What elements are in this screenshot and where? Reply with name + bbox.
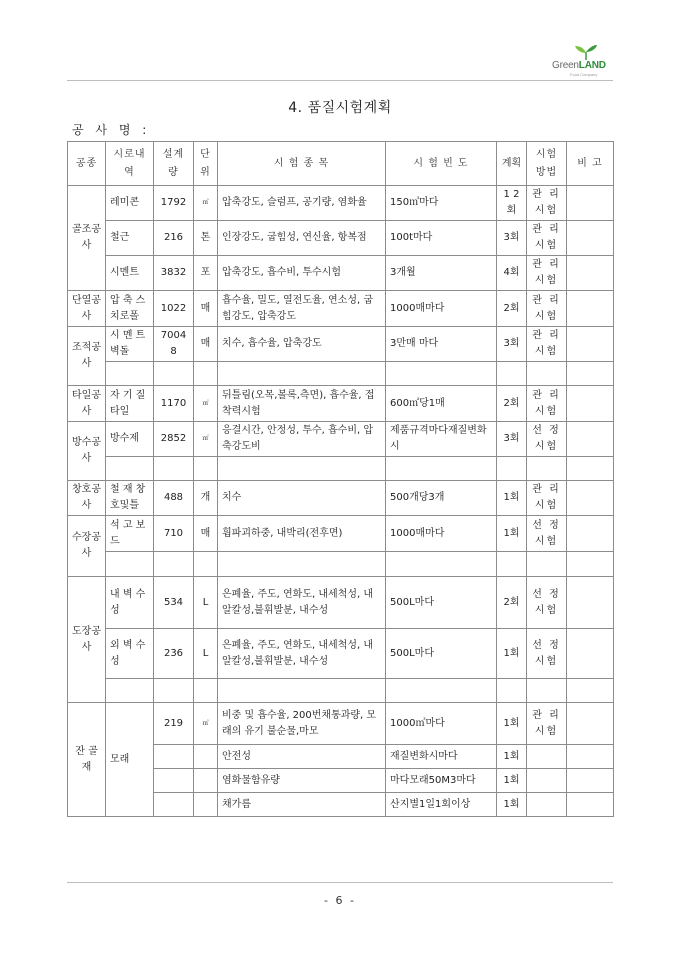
method-cell: 선 정 시험 (527, 516, 567, 552)
logo-subtitle: Food Company (570, 72, 598, 77)
header-material: 시로내역 (106, 142, 154, 186)
header-type: 공종 (68, 142, 106, 186)
table-row-empty (68, 552, 614, 577)
quantity-cell: 1022 (154, 291, 194, 327)
material-cell: 자 기 질 타일 (106, 386, 154, 422)
table-row-empty (68, 679, 614, 703)
frequency-cell: 500L마다 (386, 577, 497, 629)
table-row (68, 703, 614, 745)
table-row (68, 516, 614, 552)
count-cell: 1 2 회 (497, 186, 527, 221)
method-cell: 선 정 시험 (527, 629, 567, 679)
quantity-cell: 488 (154, 481, 194, 516)
count-cell: 3회 (497, 221, 527, 256)
header-divider (67, 80, 613, 81)
table-row (68, 577, 614, 629)
header-count: 계획 (497, 142, 527, 186)
frequency-cell: 150㎥마다 (386, 186, 497, 221)
items-cell: 압축강도, 슬럼프, 공기량, 염화율 (218, 186, 386, 221)
group-label: 골조공사 (68, 186, 106, 291)
unit-cell: ㎡ (194, 386, 218, 422)
table-row (68, 291, 614, 327)
quality-test-table (67, 141, 614, 817)
count-cell: 1회 (497, 769, 527, 793)
frequency-cell: 3만매 마다 (386, 327, 497, 362)
frequency-cell: 100t마다 (386, 221, 497, 256)
items-cell: 비중 및 흡수율, 200번채통과량, 모래의 유기 불순물,마모 (218, 703, 386, 745)
group-label: 수장공사 (68, 516, 106, 577)
note-cell (567, 186, 614, 221)
quantity-cell: 3832 (154, 256, 194, 291)
material-cell: 석 고 보 드 (106, 516, 154, 552)
unit-cell: ㎥ (194, 703, 218, 745)
items-cell: 은폐율, 주도, 연화도, 내세척성, 내알칼성,불휘발분, 내수성 (218, 629, 386, 679)
items-cell: 뒤틀림(오목,볼록,측면), 흡수율, 접착력시험 (218, 386, 386, 422)
frequency-cell: 500개당3개 (386, 481, 497, 516)
quantity-cell: 219 (154, 703, 194, 745)
note-cell (567, 291, 614, 327)
count-cell: 1회 (497, 793, 527, 817)
note-cell (567, 516, 614, 552)
header-method: 시험방법 (527, 142, 567, 186)
count-cell: 3회 (497, 422, 527, 457)
count-cell: 1회 (497, 516, 527, 552)
quantity-cell: 70048 (154, 327, 194, 362)
group-label: 창호공사 (68, 481, 106, 516)
group-label: 단열공사 (68, 291, 106, 327)
header-quantity: 설계량 (154, 142, 194, 186)
group-label: 잔 골 재 (68, 703, 106, 817)
table-row (68, 221, 614, 256)
note-cell (567, 256, 614, 291)
count-cell: 2회 (497, 577, 527, 629)
method-cell: 관 리 시험 (527, 386, 567, 422)
frequency-cell: 600㎡당1매 (386, 386, 497, 422)
unit-cell: 톤 (194, 221, 218, 256)
material-cell: 시 멘 트 벽돌 (106, 327, 154, 362)
items-cell: 흡수율, 밀도, 열전도율, 연소성, 굽힘강도, 압축강도 (218, 291, 386, 327)
page-title: 4. 품질시험계획 (288, 100, 392, 116)
items-cell: 인장강도, 굽힘성, 연신율, 항복점 (218, 221, 386, 256)
header-frequency: 시 험 빈 도 (386, 142, 497, 186)
unit-cell: 매 (194, 327, 218, 362)
unit-cell: 매 (194, 516, 218, 552)
table-header (68, 142, 614, 186)
project-name-label: 공 사 명 : (72, 123, 151, 137)
group-label: 도장공사 (68, 577, 106, 703)
logo-brand: GreenLAND (552, 60, 606, 71)
count-cell: 2회 (497, 386, 527, 422)
count-cell: 3회 (497, 327, 527, 362)
table-row (68, 481, 614, 516)
material-cell: 철 재 창 호및틀 (106, 481, 154, 516)
material-cell: 레미콘 (106, 186, 154, 221)
frequency-cell: 재질변화시마다 (386, 745, 497, 769)
company-logo (552, 44, 616, 78)
count-cell: 1회 (497, 629, 527, 679)
footer-divider (67, 882, 613, 883)
items-cell: 은폐율, 주도, 연화도, 내세척성, 내알칼성,불휘발분, 내수성 (218, 577, 386, 629)
table-row (68, 629, 614, 679)
method-cell: 선 정 시험 (527, 422, 567, 457)
quantity-cell: 216 (154, 221, 194, 256)
frequency-cell: 1000㎥마다 (386, 703, 497, 745)
items-cell: 안전성 (218, 745, 386, 769)
quantity-cell: 1792 (154, 186, 194, 221)
header-unit: 단위 (194, 142, 218, 186)
material-cell: 외 벽 수 성 (106, 629, 154, 679)
count-cell: 1회 (497, 745, 527, 769)
material-cell: 모래 (106, 703, 154, 817)
table-row (68, 422, 614, 457)
note-cell (567, 221, 614, 256)
frequency-cell: 마다모래50M3마다 (386, 769, 497, 793)
note-cell (567, 422, 614, 457)
unit-cell: 개 (194, 481, 218, 516)
count-cell: 1회 (497, 703, 527, 745)
quantity-cell: 710 (154, 516, 194, 552)
items-cell: 치수, 흡수율, 압축강도 (218, 327, 386, 362)
unit-cell: ㎡ (194, 422, 218, 457)
items-cell: 응결시간, 안정성, 투수, 흡수비, 압축강도비 (218, 422, 386, 457)
items-cell: 압축강도, 흡수비, 투수시험 (218, 256, 386, 291)
quantity-cell: 2852 (154, 422, 194, 457)
method-cell: 관 리 시험 (527, 186, 567, 221)
group-label: 타일공사 (68, 386, 106, 422)
frequency-cell: 500L마다 (386, 629, 497, 679)
table-row (68, 327, 614, 362)
material-cell: 압 축 스 치로폴 (106, 291, 154, 327)
items-cell: 치수 (218, 481, 386, 516)
quantity-cell: 1170 (154, 386, 194, 422)
note-cell (567, 703, 614, 745)
table-row (68, 256, 614, 291)
frequency-cell: 1000매마다 (386, 291, 497, 327)
note-cell (567, 386, 614, 422)
items-cell: 휨파괴하중, 내박리(전후면) (218, 516, 386, 552)
note-cell (567, 577, 614, 629)
method-cell: 관 리 시험 (527, 256, 567, 291)
unit-cell: L (194, 577, 218, 629)
page-number: - 6 - (324, 894, 356, 907)
method-cell: 관 리 시험 (527, 221, 567, 256)
unit-cell: 포 (194, 256, 218, 291)
group-label: 방수공사 (68, 422, 106, 481)
material-cell: 시멘트 (106, 256, 154, 291)
table-row-empty (68, 362, 614, 386)
material-cell: 내 벽 수 성 (106, 577, 154, 629)
frequency-cell: 산지별1일1회이상 (386, 793, 497, 817)
note-cell (567, 629, 614, 679)
count-cell: 4회 (497, 256, 527, 291)
method-cell: 관 리 시험 (527, 327, 567, 362)
note-cell (567, 481, 614, 516)
method-cell: 관 리 시험 (527, 291, 567, 327)
table-row (68, 186, 614, 221)
table-row-empty (68, 457, 614, 481)
frequency-cell: 1000매마다 (386, 516, 497, 552)
frequency-cell: 3개월 (386, 256, 497, 291)
quantity-cell: 534 (154, 577, 194, 629)
method-cell: 관 리 시험 (527, 481, 567, 516)
count-cell: 2회 (497, 291, 527, 327)
table-row (68, 386, 614, 422)
group-label: 조적공사 (68, 327, 106, 386)
unit-cell: L (194, 629, 218, 679)
count-cell: 1회 (497, 481, 527, 516)
unit-cell: 매 (194, 291, 218, 327)
note-cell (567, 327, 614, 362)
items-cell: 채가름 (218, 793, 386, 817)
quantity-cell: 236 (154, 629, 194, 679)
method-cell: 선 정 시험 (527, 577, 567, 629)
method-cell: 관 리 시험 (527, 703, 567, 745)
items-cell: 염화물함유량 (218, 769, 386, 793)
material-cell: 방수제 (106, 422, 154, 457)
header-items: 시 험 종 목 (218, 142, 386, 186)
header-note: 비 고 (567, 142, 614, 186)
sprout-icon (574, 44, 598, 60)
frequency-cell: 제품규격마다재질변화시 (386, 422, 497, 457)
material-cell: 철근 (106, 221, 154, 256)
unit-cell: ㎥ (194, 186, 218, 221)
